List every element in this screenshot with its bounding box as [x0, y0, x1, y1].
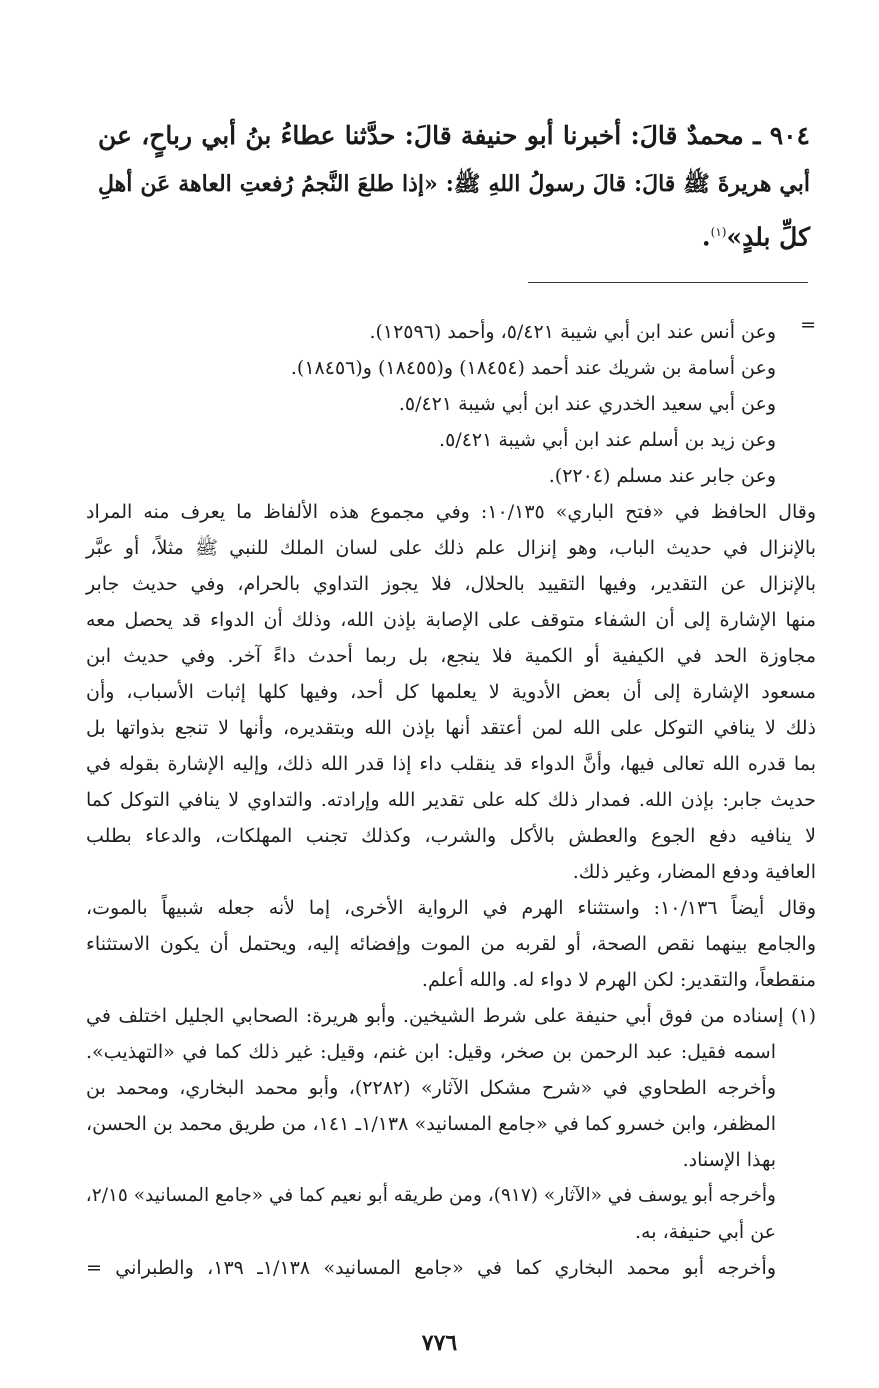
note-line: وعن أبي سعيد الخدري عند ابن أبي شيبة ٥/٤٢١. [398, 393, 776, 415]
hadith-line-1: ٩٠٤ ـ محمدٌ قالَ: أخبرنا أبو حنيفة قالَ: حدَّثنا عطاءُ بنُ أبي رباحٍ، عن [98, 121, 810, 150]
footnote-1-line: بهذا الإسناد. [682, 1149, 776, 1171]
note-line: حديث جابر: بإذن الله. فمدار ذلك كله على تقدير الله وإرادته. والتداوي لا ينافي التوكل كما [86, 789, 816, 811]
note-line: لا ينافيه دفع الجوع والعطش بالأكل والشرب، وكذلك تجنب المهلكات، والدعاء بطلب [86, 825, 816, 847]
note-line: وقال الحافظ في «فتح الباري» ١٠/١٣٥: وفي مجموع هذه الألفاظ ما يعرف منه المراد [86, 501, 816, 523]
note-line: ذلك لا ينافي التوكل على الله لمن أعتقد أنها بإذن الله وبتقديره، وأنها لا تنجع بذواتها بل [86, 717, 816, 739]
footnote-reference[interactable]: (١) [710, 225, 727, 239]
footnote-1-line: عن أبي حنيفة، به. [635, 1221, 776, 1243]
note-line: وعن أنس عند ابن أبي شيبة ٥/٤٢١، وأحمد (١٢٥٩٦). [369, 321, 776, 343]
footnote-1-line: المظفر، وابن خسرو كما في «جامع المسانيد» ١/١٣٨ـ ١٤١، من طريق محمد بن الحسن، [86, 1113, 776, 1135]
note-line: بالإنزال عن التقدير، وفيها التقييد بالحلال، فلا يجوز التداوي بالحرام، وفي حديث جابر [86, 573, 816, 595]
note-line: العافية ودفع المضار، وغير ذلك. [572, 861, 816, 883]
note-line: مسعود الإشارة إلى أن بعض الأدوية لا يعلمها كل أحد، وفيها كلها إثبات الأسباب، وأن [86, 681, 816, 703]
note-line: منقطعاً، والتقدير: لكن الهرم لا دواء له. والله أعلم. [421, 969, 816, 991]
note-line: والجامع بينهما نقص الصحة، أو لقربه من الموت وإفضائه إليه، ويحتمل أن يكون الاستثناء [86, 933, 816, 955]
note-line: بما قدره الله تعالى فيها، وأنَّ الدواء قد ينقلب داء إذا قدر الله ذلك، وإليه الإشارة بقوله في [86, 753, 816, 775]
hadith-line-3-end: . [701, 222, 711, 252]
note-line: بالإنزال في حديث الباب، وهو إنزال علم ذلك على لسان الملك للنبي ﷺ مثلاً، أو عبَّر [86, 537, 816, 559]
footnote-1-line: اسمه فقيل: عبد الرحمن بن صخر، وقيل: ابن غنم، وقيل: غير ذلك كما في «التهذيب». [86, 1041, 776, 1063]
note-line: وقال أيضاً ١٠/١٣٦: واستثناء الهرم في الرواية الأخرى، إما لأنه جعله شبيهاً بالموت، [86, 897, 816, 919]
hadith-line-2: أبي هريرةَ ﷺ قالَ: قالَ رسولُ اللهِ ﷺ: «إذا طلعَ النَّجمُ رُفعتِ العاهة عَن أهلِ [98, 171, 810, 197]
note-line: وعن زيد بن أسلم عند ابن أبي شيبة ٥/٤٢١. [439, 429, 776, 451]
note-line: مجاوزة الحد في الكيفية أو الكمية فلا ينجع، بل ربما أحدث داءً آخر. وفي حديث ابن [86, 645, 816, 667]
footnote-1-line: وأخرجه أبو محمد البخاري كما في «جامع المسانيد» ١/١٣٨ـ ١٣٩، والطبراني = [86, 1257, 776, 1279]
hadith-line-3 [98, 208, 810, 261]
note-line: وعن جابر عند مسلم (٢٢٠٤). [548, 465, 776, 487]
note-line: وعن أسامة بن شريك عند أحمد (١٨٤٥٤) و(١٨٤٥٥) و(١٨٤٥٦). [290, 357, 776, 379]
footnote-1-line: وأخرجه الطحاوي في «شرح مشكل الآثار» (٢٢٨٢)، وأبو محمد البخاري، ومحمد بن [86, 1077, 776, 1099]
hadith-line-3-text: كلِّ بلدٍ» [726, 222, 810, 252]
footnote-separator [528, 282, 808, 283]
footnote-1-line: (١) إسناده من فوق أبي حنيفة على شرط الشيخين. وأبو هريرة: الصحابي الجليل اختلف في [86, 1005, 816, 1027]
note-line: منها الإشارة إلى أن الشفاء متوقف على الإصابة بإذن الله، وذلك أن الدواء قد يحصل معه [86, 609, 816, 631]
continuation-mark: = [800, 314, 816, 336]
page-number: ٧٧٦ [421, 1330, 458, 1356]
hadith-text [98, 112, 810, 261]
footnote-1-line: وأخرجه أبو يوسف في «الآثار» (٩١٧)، ومن طريقه أبو نعيم كما في «جامع المسانيد» ٢/١٥، [85, 1185, 776, 1206]
